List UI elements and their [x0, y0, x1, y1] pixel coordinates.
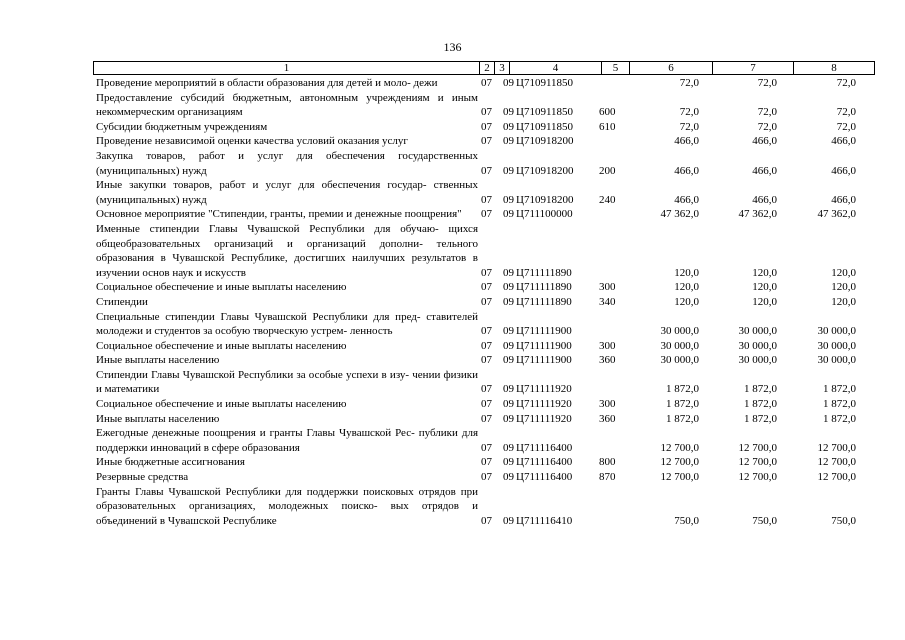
row-cell-c6: 120,0 [674, 281, 699, 294]
row-name: Стипендии [96, 295, 148, 308]
table-row [93, 310, 863, 339]
row-cell-c3: 09 [503, 441, 514, 454]
row-cell-c7: 120,0 [752, 266, 777, 279]
row-cell-c8: 30 000,0 [817, 354, 856, 367]
row-cell-c2: 07 [481, 120, 492, 133]
row-cell-c3: 09 [503, 295, 514, 308]
row-cell-c4: Ц710911850 [516, 77, 574, 89]
row-cell-c3: 09 [503, 383, 514, 396]
row-cell-c4: Ц711116410 [516, 514, 573, 527]
column-header-2: 2 [480, 62, 495, 75]
row-cell-c3: 09 [503, 325, 514, 338]
row-cell-c6: 47 362,0 [660, 208, 699, 221]
row-cell-c2: 07 [481, 281, 492, 294]
row-cell-c2: 07 [481, 441, 492, 454]
row-cell-c2: 07 [481, 135, 492, 148]
row-cell-c4: Ц711111890 [516, 266, 572, 279]
row-cell-c8: 30 000,0 [817, 339, 856, 352]
row-cell-c6: 72,0 [679, 77, 699, 89]
row-cell-c3: 09 [503, 354, 514, 367]
column-header-1: 1 [94, 62, 480, 75]
row-cell-c7: 30 000,0 [738, 354, 777, 367]
row-name: Основное мероприятие "Стипендии, гранты, премии и денежные поощрения" [96, 208, 462, 221]
row-cell-c6: 1 872,0 [666, 398, 699, 411]
column-header-3: 3 [495, 62, 510, 75]
table-row [93, 120, 863, 135]
row-cell-c4: Ц710918200 [516, 135, 574, 148]
table-row [93, 134, 863, 149]
row-name: Проведение независимой оценки качества условий оказания услуг [96, 135, 408, 148]
row-cell-c4: Ц710918200 [516, 164, 574, 177]
row-cell-c8: 1 872,0 [823, 398, 856, 411]
table-row [93, 178, 863, 207]
row-cell-c3: 09 [503, 120, 514, 133]
row-cell-c6: 30 000,0 [660, 339, 699, 352]
row-cell-c7: 120,0 [752, 281, 777, 294]
row-cell-c3: 09 [503, 456, 514, 469]
row-cell-c4: Ц710918200 [516, 193, 574, 206]
row-cell-c7: 1 872,0 [744, 383, 777, 396]
table-row [93, 397, 863, 412]
row-cell-c6: 1 872,0 [666, 412, 699, 425]
row-cell-c6: 12 700,0 [660, 471, 699, 484]
row-cell-c8: 72,0 [836, 77, 856, 89]
table-row [93, 76, 863, 91]
table-row [93, 280, 863, 295]
row-name: Иные закупки товаров, работ и услуг для обеспечения государ- ственных (муниципальных) нужд [96, 179, 478, 206]
row-cell-c2: 07 [481, 354, 492, 367]
row-cell-c7: 1 872,0 [744, 398, 777, 411]
table-row [93, 222, 863, 280]
row-cell-c4: Ц711111900 [516, 325, 572, 338]
table-row [93, 470, 863, 485]
row-cell-c3: 09 [503, 281, 514, 294]
row-cell-c7: 12 700,0 [738, 441, 777, 454]
row-cell-c2: 07 [481, 295, 492, 308]
column-header-7: 7 [713, 62, 794, 75]
page-number: 136 [443, 40, 462, 54]
row-cell-c4: Ц711100000 [516, 208, 573, 221]
table-row [93, 339, 863, 354]
table-row [93, 91, 863, 120]
row-cell-c6: 466,0 [674, 135, 699, 148]
row-cell-c8: 12 700,0 [817, 456, 856, 469]
row-cell-c8: 466,0 [831, 193, 856, 206]
row-cell-c4: Ц711116400 [516, 441, 573, 454]
row-cell-c5: 300 [599, 339, 616, 352]
row-cell-c8: 72,0 [836, 106, 856, 119]
table-row [93, 455, 863, 470]
row-cell-c4: Ц711111920 [516, 398, 572, 411]
row-cell-c6: 466,0 [674, 193, 699, 206]
row-cell-c3: 09 [503, 106, 514, 119]
row-cell-c2: 07 [481, 193, 492, 206]
row-name: Стипендии Главы Чувашской Республики за особые успехи в изу- чении физики и математики [96, 368, 478, 396]
row-cell-c3: 09 [503, 266, 514, 279]
row-cell-c2: 07 [481, 339, 492, 352]
row-cell-c2: 07 [481, 383, 492, 396]
row-cell-c5: 870 [599, 471, 616, 484]
row-cell-c3: 09 [503, 193, 514, 206]
row-cell-c6: 120,0 [674, 295, 699, 308]
row-cell-c4: Ц711111890 [516, 281, 572, 294]
row-cell-c5: 300 [599, 398, 616, 411]
row-cell-c3: 09 [503, 339, 514, 352]
row-cell-c5: 300 [599, 281, 616, 294]
row-cell-c5: 240 [599, 193, 616, 206]
row-cell-c6: 72,0 [679, 106, 699, 119]
row-name: Ежегодные денежные поощрения и гранты Главы Чувашской Рес- публики для поддержки инноваций в сфере образования [96, 427, 478, 454]
row-name: Иные выплаты населению [96, 354, 220, 367]
table-row [93, 426, 863, 455]
row-cell-c2: 07 [481, 325, 492, 338]
row-cell-c8: 12 700,0 [817, 441, 856, 454]
budget-table-body [93, 76, 863, 528]
row-name: Проведение мероприятий в области образования для детей и моло- дежи [96, 77, 438, 89]
row-cell-c6: 72,0 [679, 120, 699, 133]
row-cell-c6: 120,0 [674, 266, 699, 279]
row-cell-c3: 09 [503, 412, 514, 425]
row-cell-c8: 47 362,0 [817, 208, 856, 221]
row-cell-c7: 466,0 [752, 135, 777, 148]
row-cell-c4: Ц711116400 [516, 471, 573, 484]
row-name: Специальные стипендии Главы Чувашской Республики для пред- ставителей молодежи и студентов за особую творческую устрем- ленность [96, 310, 478, 338]
row-name: Закупка товаров, работ и услуг для обеспечения государственных (муниципальных) нужд [96, 149, 478, 177]
row-name: Предоставление субсидий бюджетным, автономным учреждениям и иным некоммерческим организациям [96, 91, 478, 119]
row-cell-c2: 07 [481, 208, 492, 221]
row-cell-c7: 72,0 [757, 120, 777, 133]
row-cell-c2: 07 [481, 471, 492, 484]
row-cell-c5: 340 [599, 295, 616, 308]
row-cell-c7: 466,0 [752, 193, 777, 206]
row-cell-c8: 72,0 [836, 120, 856, 133]
row-cell-c2: 07 [481, 77, 492, 89]
table-row [93, 412, 863, 427]
row-cell-c6: 30 000,0 [660, 325, 699, 338]
row-cell-c7: 750,0 [752, 514, 777, 527]
row-cell-c6: 750,0 [674, 514, 699, 527]
row-cell-c5: 360 [599, 354, 616, 367]
table-row [93, 207, 863, 222]
row-name: Иные выплаты населению [96, 412, 220, 425]
column-header-row [93, 61, 875, 75]
row-cell-c7: 1 872,0 [744, 412, 777, 425]
row-cell-c7: 12 700,0 [738, 456, 777, 469]
row-cell-c2: 07 [481, 164, 492, 177]
row-cell-c2: 07 [481, 514, 492, 527]
table-row [93, 295, 863, 310]
row-cell-c3: 09 [503, 135, 514, 148]
row-cell-c4: Ц711111920 [516, 412, 572, 425]
table-row [93, 149, 863, 178]
row-cell-c3: 09 [503, 208, 514, 221]
row-name: Гранты Главы Чувашской Республики для поддержки поисковых отрядов при образовательных организациях, молодежных поиско- вых отрядов и объединений в Чувашской Республике [96, 485, 478, 527]
row-cell-c7: 30 000,0 [738, 325, 777, 338]
row-cell-c8: 120,0 [831, 281, 856, 294]
row-cell-c2: 07 [481, 266, 492, 279]
row-name: Именные стипендии Главы Чувашской Республики для обучаю- щихся общеобразовательных организаций и организаций дополни- тельного образования в Чувашской Республике, достигших наилучших результатов в изучении основ наук и искусств [96, 222, 478, 279]
row-cell-c8: 1 872,0 [823, 383, 856, 396]
row-cell-c3: 09 [503, 398, 514, 411]
row-cell-c3: 09 [503, 471, 514, 484]
row-cell-c6: 1 872,0 [666, 383, 699, 396]
row-cell-c2: 07 [481, 456, 492, 469]
row-cell-c6: 30 000,0 [660, 354, 699, 367]
row-name: Социальное обеспечение и иные выплаты населению [96, 281, 347, 294]
row-name: Социальное обеспечение и иные выплаты населению [96, 398, 347, 411]
row-cell-c7: 72,0 [757, 106, 777, 119]
row-cell-c7: 72,0 [757, 77, 777, 89]
row-cell-c8: 12 700,0 [817, 471, 856, 484]
column-header-4: 4 [510, 62, 602, 75]
row-cell-c8: 1 872,0 [823, 412, 856, 425]
row-cell-c5: 200 [599, 164, 616, 177]
row-cell-c7: 466,0 [752, 164, 777, 177]
table-row [93, 368, 863, 397]
row-cell-c7: 47 362,0 [738, 208, 777, 221]
row-name: Иные бюджетные ассигнования [96, 456, 245, 469]
row-cell-c2: 07 [481, 412, 492, 425]
row-name: Резервные средства [96, 471, 189, 484]
table-row [93, 353, 863, 368]
column-header-5: 5 [602, 62, 630, 75]
row-cell-c4: Ц710911850 [516, 120, 574, 133]
row-cell-c7: 12 700,0 [738, 471, 777, 484]
row-cell-c3: 09 [503, 77, 514, 89]
row-cell-c8: 466,0 [831, 164, 856, 177]
row-cell-c8: 466,0 [831, 135, 856, 148]
row-cell-c4: Ц711111900 [516, 339, 572, 352]
row-cell-c3: 09 [503, 514, 514, 527]
row-cell-c8: 750,0 [831, 514, 856, 527]
row-cell-c2: 07 [481, 398, 492, 411]
row-cell-c6: 12 700,0 [660, 456, 699, 469]
column-header-8: 8 [794, 62, 875, 75]
row-cell-c7: 30 000,0 [738, 339, 777, 352]
row-name: Социальное обеспечение и иные выплаты населению [96, 339, 347, 352]
row-cell-c2: 07 [481, 106, 492, 119]
row-cell-c4: Ц711111900 [516, 354, 572, 367]
table-row [93, 485, 863, 529]
row-cell-c8: 120,0 [831, 295, 856, 308]
row-cell-c8: 30 000,0 [817, 325, 856, 338]
row-name: Субсидии бюджетным учреждениям [96, 120, 268, 133]
row-cell-c4: Ц711111890 [516, 295, 572, 308]
row-cell-c5: 610 [599, 120, 616, 133]
row-cell-c4: Ц711116400 [516, 456, 573, 469]
row-cell-c6: 466,0 [674, 164, 699, 177]
row-cell-c3: 09 [503, 164, 514, 177]
row-cell-c5: 800 [599, 456, 616, 469]
row-cell-c5: 360 [599, 412, 616, 425]
column-header-6: 6 [630, 62, 713, 75]
row-cell-c8: 120,0 [831, 266, 856, 279]
row-cell-c5: 600 [599, 106, 616, 119]
row-cell-c7: 120,0 [752, 295, 777, 308]
row-cell-c4: Ц710911850 [516, 106, 574, 119]
row-cell-c6: 12 700,0 [660, 441, 699, 454]
row-cell-c4: Ц711111920 [516, 383, 572, 396]
